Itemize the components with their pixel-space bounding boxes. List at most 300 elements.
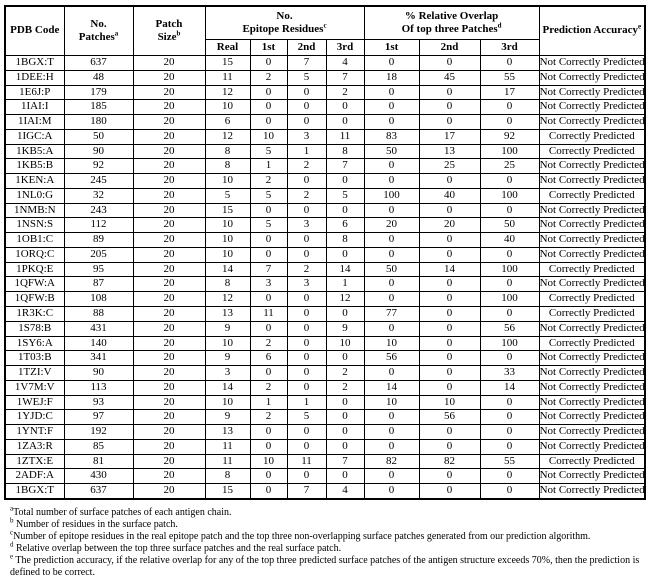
footnote-text: The prediction accuracy, if the relative overlap for any of the top three predicted surface patches of the antigen structure exceeds 70%, then the prediction is defined to be correct.	[10, 554, 640, 578]
pdb-code-cell: 1KB5:A	[5, 144, 64, 159]
overlap-1st-cell: 77	[364, 307, 419, 322]
no-patches-cell: 97	[64, 410, 133, 425]
epitope-real-cell: 11	[205, 70, 250, 85]
overlap-3rd-cell: 25	[480, 159, 539, 174]
pdb-code-cell: 1NMB:N	[5, 203, 64, 218]
patch-size-cell: 20	[133, 188, 205, 203]
epitope-2nd-cell: 7	[287, 484, 326, 499]
overlap-1st-cell: 0	[364, 469, 419, 484]
overlap-2nd-cell: 0	[419, 203, 480, 218]
patch-size-cell: 20	[133, 203, 205, 218]
overlap-1st-cell: 0	[364, 56, 419, 71]
overlap-3rd-cell: 50	[480, 218, 539, 233]
patch-size-cell: 20	[133, 218, 205, 233]
epitope-real-cell: 10	[205, 174, 250, 189]
overlap-1st-cell: 0	[364, 292, 419, 307]
pdb-code-cell: 1DEE:H	[5, 70, 64, 85]
patch-size-cell: 20	[133, 129, 205, 144]
epitope-3rd-cell: 0	[326, 469, 364, 484]
footnote-marker-b: b	[176, 29, 181, 38]
overlap-2nd-cell: 10	[419, 395, 480, 410]
no-patches-cell: 245	[64, 174, 133, 189]
patch-size-cell: 20	[133, 395, 205, 410]
overlap-3rd-cell: 0	[480, 277, 539, 292]
epitope-3rd-cell: 7	[326, 70, 364, 85]
no-patches-cell: 108	[64, 292, 133, 307]
no-patches-cell: 88	[64, 307, 133, 322]
pdb-code-cell: 1S78:B	[5, 321, 64, 336]
footnote-marker: e	[10, 552, 14, 561]
table-row	[5, 115, 645, 130]
prediction-accuracy-cell: Correctly Predicted	[539, 144, 645, 159]
patch-size-cell: 20	[133, 454, 205, 469]
patch-size-cell: 20	[133, 439, 205, 454]
epitope-2nd-cell: 1	[287, 144, 326, 159]
table-row	[5, 366, 645, 381]
patch-size-cell: 20	[133, 70, 205, 85]
table-row	[5, 233, 645, 248]
patch-size-cell: 20	[133, 410, 205, 425]
footnote-d	[10, 540, 643, 555]
epitope-2nd-cell: 7	[287, 56, 326, 71]
table-row	[5, 188, 645, 203]
epitope-1st-cell: 0	[250, 321, 287, 336]
overlap-2nd-cell: 0	[419, 484, 480, 499]
overlap-2nd-cell: 17	[419, 129, 480, 144]
no-patches-cell: 113	[64, 380, 133, 395]
pdb-code-cell: 1BGX:T	[5, 484, 64, 499]
patch-size-cell: 20	[133, 262, 205, 277]
pdb-code-cell: 1SY6:A	[5, 336, 64, 351]
header-line: Patch	[155, 17, 183, 30]
header-line: Epitope Residues	[242, 23, 324, 35]
epitope-3rd-cell: 7	[326, 159, 364, 174]
prediction-accuracy-cell: Not Correctly Predicted	[539, 56, 645, 71]
header-line: Patches	[78, 31, 115, 43]
pdb-code-cell: 1PKQ:E	[5, 262, 64, 277]
epitope-2nd-cell: 5	[287, 410, 326, 425]
footnote-a	[10, 504, 643, 519]
overlap-3rd-cell: 92	[480, 129, 539, 144]
epitope-2nd-cell: 3	[287, 218, 326, 233]
table-row	[5, 262, 645, 277]
prediction-accuracy-cell: Not Correctly Predicted	[539, 380, 645, 395]
prediction-accuracy-cell: Not Correctly Predicted	[539, 174, 645, 189]
overlap-1st-cell: 0	[364, 366, 419, 381]
epitope-3rd-cell: 0	[326, 410, 364, 425]
overlap-2nd-cell: 0	[419, 277, 480, 292]
overlap-1st-cell: 0	[364, 439, 419, 454]
patch-size-cell: 20	[133, 351, 205, 366]
epitope-3rd-cell: 11	[326, 129, 364, 144]
footnote-e	[10, 552, 643, 579]
table-row	[5, 144, 645, 159]
epitope-real-cell: 14	[205, 380, 250, 395]
footnote-marker-e: e	[637, 22, 642, 31]
table-row	[5, 395, 645, 410]
footnote-text: Relative overlap between the top three surface patches and the real surface patch.	[13, 542, 342, 554]
prediction-accuracy-cell: Correctly Predicted	[539, 336, 645, 351]
prediction-accuracy-cell: Not Correctly Predicted	[539, 351, 645, 366]
overlap-3rd-cell: 33	[480, 366, 539, 381]
col-header-epitope-3rd: 3rd	[326, 40, 364, 56]
no-patches-cell: 92	[64, 159, 133, 174]
prediction-accuracy-cell: Not Correctly Predicted	[539, 321, 645, 336]
epitope-real-cell: 10	[205, 247, 250, 262]
overlap-2nd-cell: 20	[419, 218, 480, 233]
overlap-3rd-cell: 56	[480, 321, 539, 336]
no-patches-cell: 95	[64, 262, 133, 277]
pdb-code-cell: 1YJD:C	[5, 410, 64, 425]
footnote-marker-c: c	[323, 21, 327, 30]
patch-size-cell: 20	[133, 469, 205, 484]
epitope-3rd-cell: 5	[326, 188, 364, 203]
prediction-accuracy-cell: Not Correctly Predicted	[539, 100, 645, 115]
no-patches-cell: 637	[64, 484, 133, 499]
overlap-2nd-cell: 56	[419, 410, 480, 425]
epitope-2nd-cell: 0	[287, 469, 326, 484]
epitope-2nd-cell: 2	[287, 159, 326, 174]
table-row	[5, 410, 645, 425]
overlap-1st-cell: 0	[364, 277, 419, 292]
overlap-1st-cell: 0	[364, 410, 419, 425]
epitope-1st-cell: 2	[250, 380, 287, 395]
no-patches-cell: 243	[64, 203, 133, 218]
prediction-accuracy-cell: Not Correctly Predicted	[539, 203, 645, 218]
pdb-code-cell: 1IAI:I	[5, 100, 64, 115]
no-patches-cell: 32	[64, 188, 133, 203]
pdb-code-cell: 1KEN:A	[5, 174, 64, 189]
footnote-marker: a	[10, 504, 14, 513]
epitope-3rd-cell: 14	[326, 262, 364, 277]
pdb-code-cell: 1IGC:A	[5, 129, 64, 144]
epitope-real-cell: 10	[205, 336, 250, 351]
no-patches-cell: 185	[64, 100, 133, 115]
prediction-accuracy-cell: Correctly Predicted	[539, 262, 645, 277]
pdb-code-cell: 1OB1:C	[5, 233, 64, 248]
no-patches-cell: 50	[64, 129, 133, 144]
prediction-accuracy-cell: Correctly Predicted	[539, 292, 645, 307]
table-row	[5, 159, 645, 174]
table-row	[5, 56, 645, 71]
overlap-3rd-cell: 0	[480, 203, 539, 218]
epitope-1st-cell: 0	[250, 100, 287, 115]
epitope-2nd-cell: 0	[287, 292, 326, 307]
overlap-3rd-cell: 0	[480, 174, 539, 189]
overlap-3rd-cell: 100	[480, 292, 539, 307]
overlap-2nd-cell: 25	[419, 159, 480, 174]
overlap-2nd-cell: 0	[419, 469, 480, 484]
no-patches-cell: 140	[64, 336, 133, 351]
patch-size-cell: 20	[133, 307, 205, 322]
epitope-3rd-cell: 4	[326, 56, 364, 71]
prediction-accuracy-cell: Not Correctly Predicted	[539, 439, 645, 454]
epitope-1st-cell: 0	[250, 469, 287, 484]
epitope-2nd-cell: 3	[287, 129, 326, 144]
epitope-1st-cell: 0	[250, 85, 287, 100]
pdb-code-cell: 1BGX:T	[5, 56, 64, 71]
overlap-3rd-cell: 0	[480, 56, 539, 71]
epitope-3rd-cell: 0	[326, 307, 364, 322]
table-row	[5, 469, 645, 484]
overlap-1st-cell: 0	[364, 247, 419, 262]
pdb-code-cell: 1T03:B	[5, 351, 64, 366]
table-body	[5, 56, 645, 499]
epitope-real-cell: 15	[205, 56, 250, 71]
patch-size-cell: 20	[133, 85, 205, 100]
epitope-real-cell: 6	[205, 115, 250, 130]
epitope-real-cell: 10	[205, 395, 250, 410]
patch-size-cell: 20	[133, 159, 205, 174]
overlap-2nd-cell: 0	[419, 85, 480, 100]
col-header-overlap-3rd: 3rd	[480, 40, 539, 56]
table-row	[5, 70, 645, 85]
epitope-real-cell: 8	[205, 144, 250, 159]
epitope-real-cell: 9	[205, 321, 250, 336]
table-row	[5, 380, 645, 395]
overlap-3rd-cell: 0	[480, 247, 539, 262]
epitope-3rd-cell: 0	[326, 115, 364, 130]
prediction-accuracy-cell: Not Correctly Predicted	[539, 85, 645, 100]
epitope-2nd-cell: 0	[287, 247, 326, 262]
epitope-3rd-cell: 12	[326, 292, 364, 307]
col-header-overlap-1st: 1st	[364, 40, 419, 56]
epitope-2nd-cell: 2	[287, 188, 326, 203]
prediction-accuracy-cell: Not Correctly Predicted	[539, 410, 645, 425]
patch-size-cell: 20	[133, 484, 205, 499]
table-row	[5, 247, 645, 262]
overlap-1st-cell: 10	[364, 336, 419, 351]
overlap-2nd-cell: 0	[419, 380, 480, 395]
prediction-accuracy-cell: Correctly Predicted	[539, 307, 645, 322]
pdb-code-cell: 1IAI:M	[5, 115, 64, 130]
epitope-real-cell: 15	[205, 203, 250, 218]
footnote-text: Number of residues in the surface patch.	[13, 518, 178, 530]
epitope-1st-cell: 2	[250, 174, 287, 189]
epitope-real-cell: 8	[205, 469, 250, 484]
no-patches-cell: 205	[64, 247, 133, 262]
no-patches-cell: 90	[64, 144, 133, 159]
epitope-3rd-cell: 10	[326, 336, 364, 351]
overlap-2nd-cell: 0	[419, 366, 480, 381]
overlap-3rd-cell: 0	[480, 439, 539, 454]
epitope-3rd-cell: 6	[326, 218, 364, 233]
pdb-code-cell: 1R3K:C	[5, 307, 64, 322]
no-patches-cell: 81	[64, 454, 133, 469]
epitope-1st-cell: 0	[250, 484, 287, 499]
pdb-code-cell: 1ZTX:E	[5, 454, 64, 469]
footnote-marker: d	[10, 540, 14, 549]
no-patches-cell: 85	[64, 439, 133, 454]
epitope-2nd-cell: 0	[287, 380, 326, 395]
overlap-2nd-cell: 0	[419, 336, 480, 351]
epitope-3rd-cell: 0	[326, 174, 364, 189]
epitope-real-cell: 3	[205, 366, 250, 381]
epitope-1st-cell: 1	[250, 395, 287, 410]
overlap-1st-cell: 50	[364, 144, 419, 159]
overlap-2nd-cell: 82	[419, 454, 480, 469]
col-header-overlap-2nd: 2nd	[419, 40, 480, 56]
epitope-real-cell: 13	[205, 307, 250, 322]
footnote-marker: b	[10, 516, 14, 525]
epitope-1st-cell: 5	[250, 144, 287, 159]
epitope-2nd-cell: 2	[287, 262, 326, 277]
epitope-2nd-cell: 1	[287, 395, 326, 410]
overlap-1st-cell: 0	[364, 100, 419, 115]
overlap-1st-cell: 50	[364, 262, 419, 277]
patch-size-cell: 20	[133, 366, 205, 381]
overlap-1st-cell: 0	[364, 233, 419, 248]
overlap-2nd-cell: 0	[419, 100, 480, 115]
overlap-2nd-cell: 0	[419, 233, 480, 248]
epitope-3rd-cell: 0	[326, 395, 364, 410]
patch-size-cell: 20	[133, 144, 205, 159]
epitope-real-cell: 11	[205, 439, 250, 454]
overlap-3rd-cell: 40	[480, 233, 539, 248]
no-patches-cell: 112	[64, 218, 133, 233]
footnotes	[10, 504, 643, 579]
overlap-3rd-cell: 0	[480, 351, 539, 366]
epitope-2nd-cell: 5	[287, 70, 326, 85]
epitope-real-cell: 8	[205, 277, 250, 292]
footnote-text: Number of epitope residues in the real epitope patch and the top three non-overlapping surface patches generated from our prediction algorithm.	[13, 530, 591, 542]
overlap-1st-cell: 0	[364, 425, 419, 440]
epitope-3rd-cell: 1	[326, 277, 364, 292]
prediction-accuracy-cell: Not Correctly Predicted	[539, 425, 645, 440]
overlap-2nd-cell: 0	[419, 439, 480, 454]
no-patches-cell: 192	[64, 425, 133, 440]
epitope-2nd-cell: 0	[287, 439, 326, 454]
overlap-3rd-cell: 14	[480, 380, 539, 395]
col-header-epitope-1st: 1st	[250, 40, 287, 56]
epitope-2nd-cell: 0	[287, 336, 326, 351]
overlap-3rd-cell: 100	[480, 336, 539, 351]
overlap-1st-cell: 20	[364, 218, 419, 233]
epitope-3rd-cell: 0	[326, 425, 364, 440]
pdb-code-cell: 1TZI:V	[5, 366, 64, 381]
epitope-3rd-cell: 2	[326, 366, 364, 381]
epitope-1st-cell: 5	[250, 218, 287, 233]
epitope-1st-cell: 0	[250, 247, 287, 262]
prediction-accuracy-cell: Not Correctly Predicted	[539, 115, 645, 130]
patch-size-cell: 20	[133, 56, 205, 71]
prediction-accuracy-cell: Correctly Predicted	[539, 454, 645, 469]
epitope-real-cell: 13	[205, 425, 250, 440]
epitope-1st-cell: 5	[250, 188, 287, 203]
table-row	[5, 174, 645, 189]
epitope-2nd-cell: 0	[287, 233, 326, 248]
table-row	[5, 307, 645, 322]
epitope-2nd-cell: 0	[287, 203, 326, 218]
epitope-prediction-table	[4, 5, 646, 500]
footnote-c	[10, 528, 643, 543]
epitope-2nd-cell: 0	[287, 351, 326, 366]
epitope-3rd-cell: 4	[326, 484, 364, 499]
table-row	[5, 425, 645, 440]
col-header-patch-size	[133, 6, 205, 56]
table-row	[5, 454, 645, 469]
epitope-1st-cell: 10	[250, 454, 287, 469]
epitope-3rd-cell: 2	[326, 380, 364, 395]
overlap-1st-cell: 0	[364, 115, 419, 130]
no-patches-cell: 90	[64, 366, 133, 381]
col-header-real: Real	[205, 40, 250, 56]
no-patches-cell: 48	[64, 70, 133, 85]
patch-size-cell: 20	[133, 380, 205, 395]
overlap-1st-cell: 10	[364, 395, 419, 410]
patch-size-cell: 20	[133, 336, 205, 351]
overlap-2nd-cell: 0	[419, 321, 480, 336]
epitope-real-cell: 12	[205, 85, 250, 100]
overlap-2nd-cell: 0	[419, 425, 480, 440]
overlap-3rd-cell: 55	[480, 454, 539, 469]
no-patches-cell: 87	[64, 277, 133, 292]
no-patches-cell: 179	[64, 85, 133, 100]
pdb-code-cell: 1NL0:G	[5, 188, 64, 203]
prediction-accuracy-cell: Correctly Predicted	[539, 188, 645, 203]
epitope-real-cell: 9	[205, 410, 250, 425]
epitope-3rd-cell: 0	[326, 247, 364, 262]
overlap-3rd-cell: 0	[480, 307, 539, 322]
epitope-1st-cell: 0	[250, 203, 287, 218]
header-line: No.	[90, 17, 107, 30]
epitope-1st-cell: 0	[250, 233, 287, 248]
prediction-accuracy-cell: Not Correctly Predicted	[539, 159, 645, 174]
col-group-relative-overlap	[364, 6, 539, 40]
epitope-real-cell: 11	[205, 454, 250, 469]
epitope-1st-cell: 0	[250, 425, 287, 440]
overlap-2nd-cell: 0	[419, 247, 480, 262]
pdb-code-cell: 1ZA3:R	[5, 439, 64, 454]
footnote-marker-d: d	[497, 21, 502, 30]
overlap-2nd-cell: 0	[419, 115, 480, 130]
epitope-real-cell: 9	[205, 351, 250, 366]
epitope-real-cell: 14	[205, 262, 250, 277]
pdb-code-cell: 1E6J:P	[5, 85, 64, 100]
table-row	[5, 439, 645, 454]
epitope-1st-cell: 7	[250, 262, 287, 277]
epitope-2nd-cell: 0	[287, 307, 326, 322]
epitope-1st-cell: 0	[250, 439, 287, 454]
footnote-b	[10, 516, 643, 531]
overlap-3rd-cell: 0	[480, 484, 539, 499]
pdb-code-cell: 1QFW:A	[5, 277, 64, 292]
epitope-real-cell: 12	[205, 292, 250, 307]
overlap-3rd-cell: 100	[480, 262, 539, 277]
epitope-real-cell: 10	[205, 233, 250, 248]
overlap-3rd-cell: 0	[480, 425, 539, 440]
prediction-accuracy-cell: Correctly Predicted	[539, 129, 645, 144]
overlap-1st-cell: 0	[364, 321, 419, 336]
footnote-marker-a: a	[114, 29, 119, 38]
epitope-real-cell: 10	[205, 218, 250, 233]
pdb-code-cell: 2ADF:A	[5, 469, 64, 484]
patch-size-cell: 20	[133, 174, 205, 189]
overlap-2nd-cell: 0	[419, 351, 480, 366]
header-line: Prediction Accuracy	[542, 24, 638, 37]
table-header	[5, 6, 645, 56]
overlap-1st-cell: 0	[364, 203, 419, 218]
epitope-1st-cell: 0	[250, 366, 287, 381]
epitope-real-cell: 8	[205, 159, 250, 174]
header-row-main	[5, 6, 645, 40]
epitope-2nd-cell: 0	[287, 100, 326, 115]
epitope-2nd-cell: 0	[287, 425, 326, 440]
patch-size-cell: 20	[133, 277, 205, 292]
overlap-3rd-cell: 0	[480, 100, 539, 115]
col-group-epitope-residues	[205, 6, 364, 40]
epitope-real-cell: 15	[205, 484, 250, 499]
